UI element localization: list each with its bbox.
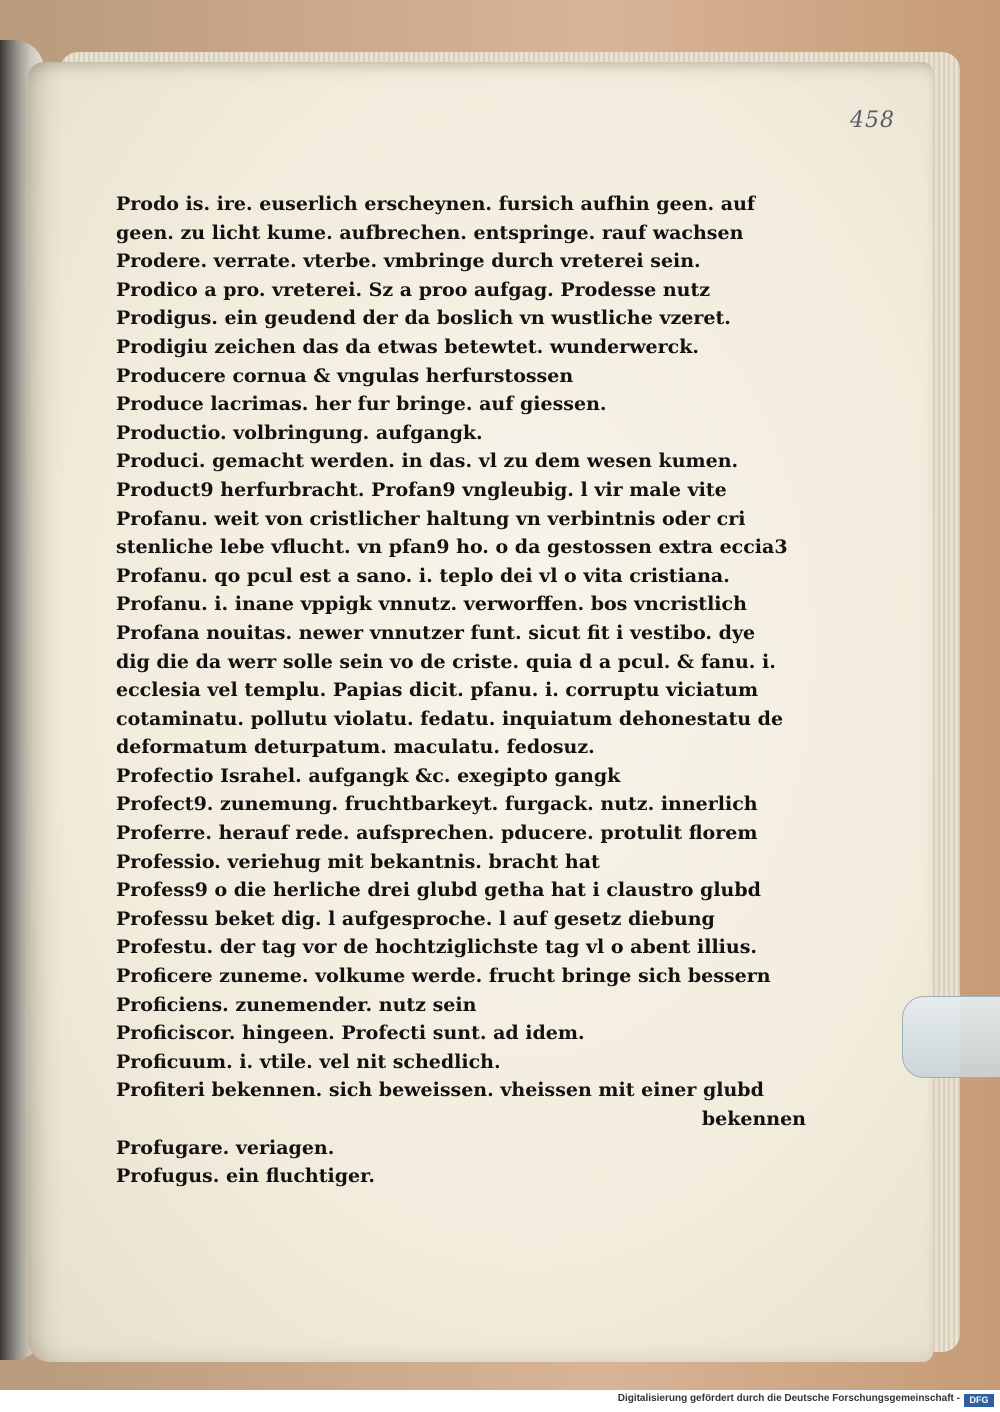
text-line: Prodigiu zeichen das da etwas betewtet. wunderwerck. (116, 335, 699, 358)
text-line: stenliche lebe vflucht. vn pfan9 ho. o da gestossen extra eccia3 (116, 536, 788, 559)
text-line: Produci. gemacht werden. in das. vl zu dem wesen kumen. (116, 450, 739, 473)
text-line: Productio. volbringung. aufgangk. (116, 421, 483, 444)
text-line: Profanu. i. inane vppigk vnnutz. verworffen. bos vncristlich (116, 593, 747, 616)
text-line: Proficere zuneme. volkume werde. frucht bringe sich bessern (116, 965, 771, 988)
text-line: Proferre. herauf rede. aufsprechen. pducere. protulit florem (116, 822, 758, 845)
text-line: Proficiens. zunemender. nutz sein (116, 993, 477, 1016)
text-line: dig die da werr solle sein vo de criste. quia d a pcul. & fanu. i. (116, 650, 776, 673)
plastic-page-clip (902, 996, 1000, 1078)
footer-bar (0, 1390, 1000, 1412)
text-line: Prodo is. ire. euserlich erscheynen. fursich aufhin geen. auf (116, 193, 756, 215)
dfg-logo-icon: DFG (964, 1394, 994, 1407)
text-line: Profanu. qo pcul est a sano. i. teplo dei vl o vita cristiana. (116, 564, 730, 587)
text-line: Profiteri bekennen. sich beweissen. vheissen mit einer glubd (116, 1079, 764, 1102)
text-line: Professio. veriehug mit bekantnis. bracht hat (116, 850, 600, 873)
text-line: Producere cornua & vngulas herfurstossen (116, 364, 574, 387)
text-line: Prodico a pro. vreterei. Sz a proo aufgag. Prodesse nutz (116, 278, 711, 301)
text-line: Profectio Israhel. aufgangk &c. exegipto gangk (116, 764, 621, 787)
text-line: Proficuum. i. vtile. vel nit schedlich. (116, 1050, 501, 1073)
text-line: bekennen (701, 1108, 806, 1130)
text-line: Prodere. verrate. vterbe. vmbringe durch vreterei sein. (116, 250, 701, 273)
text-line: Profugare. veriagen. (116, 1136, 335, 1159)
text-block (116, 190, 806, 1191)
text-line: Profess9 o die herliche drei glubd getha hat i claustro glubd (116, 879, 761, 902)
text-line: Profana nouitas. newer vnnutzer funt. sicut fit i vestibo. dye (116, 621, 756, 644)
text-line: cotaminatu. pollutu violatu. fedatu. inquiatum dehonestatu de (116, 707, 784, 730)
text-line: geen. zu licht kume. aufbrechen. entspringe. rauf wachsen (116, 221, 744, 244)
text-line: Profestu. der tag vor de hochtziglichste tag vl o abent illius. (116, 936, 758, 959)
text-line: Professu beket dig. l aufgesproche. l auf gesetz diebung (116, 907, 715, 930)
digitization-credit: Digitalisierung gefördert durch die Deutsche Forschungsgemeinschaft - (617, 1393, 960, 1404)
text-line: ecclesia vel templu. Papias dicit. pfanu. i. corruptu viciatum (116, 679, 759, 702)
text-line: Product9 herfurbracht. Profan9 vngleubig. l vir male vite (116, 478, 727, 501)
text-line: Proficiscor. hingeen. Profecti sunt. ad idem. (116, 1022, 585, 1045)
text-line: Profanu. weit von cristlicher haltung vn verbintnis oder cri (116, 507, 746, 530)
text-line: Produce lacrimas. her fur bringe. auf giessen. (116, 393, 607, 416)
text-line: Prodigus. ein geudend der da boslich vn wustliche vzeret. (116, 307, 731, 330)
text-line: deformatum deturpatum. maculatu. fedosuz. (116, 736, 595, 759)
folio-number: 458 (850, 108, 895, 133)
text-line: Profect9. zunemung. fruchtbarkeyt. furgack. nutz. innerlich (116, 793, 758, 816)
text-line: Profugus. ein fluchtiger. (116, 1165, 375, 1188)
